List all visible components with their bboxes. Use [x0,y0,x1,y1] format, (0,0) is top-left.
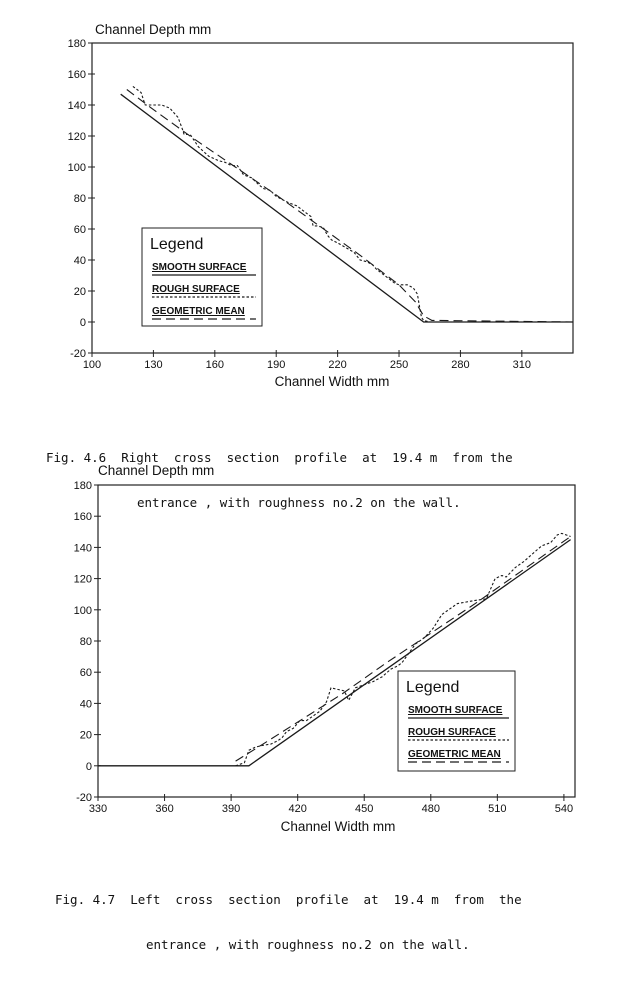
legend [398,671,515,771]
x-axis-title: Channel Width mm [274,374,390,389]
x-tick-label: 330 [88,803,108,815]
x-tick-label: 250 [389,359,409,371]
legend-entry: ROUGH SURFACE [152,284,240,295]
legend-title: Legend [150,236,204,253]
x-tick-label: 310 [512,359,532,371]
chart-fig-4-6 [0,0,641,400]
y-tick-label: 60 [73,224,86,236]
legend-entry: SMOOTH SURFACE [408,705,503,716]
y-tick-label: -20 [70,348,86,360]
x-tick-label: 360 [155,803,174,815]
y-tick-label: 0 [79,317,86,329]
caption-line-2: entrance , with roughness no.2 on the wall. [137,495,461,510]
x-tick-label: 510 [488,803,507,815]
y-tick-label: 100 [73,604,92,617]
y-axis-title: Channel Depth mm [95,22,212,37]
y-tick-label: 120 [67,131,86,143]
y-axis-title: Channel Depth mm [98,463,215,478]
x-tick-label: 450 [355,803,374,815]
x-tick-label: 160 [205,359,224,371]
x-tick-label: 130 [144,359,163,371]
caption-line-1: Fig. 4.6 Right cross section profile at 19.4 m from the [46,450,513,465]
x-axis-title: Channel Width mm [280,819,396,834]
x-tick-label: 100 [82,359,102,371]
y-tick-label: 80 [73,193,86,205]
x-tick-label: 280 [451,359,470,371]
x-tick-label: 540 [554,803,574,815]
y-tick-label: 80 [79,636,92,648]
y-tick-label: 180 [73,480,92,492]
legend-entry: GEOMETRIC MEAN [408,749,501,760]
y-tick-label: 20 [73,286,86,298]
caption-line-2: entrance , with roughness no.2 on the wall. [146,937,470,952]
y-tick-label: 180 [67,38,86,50]
y-tick-label: 20 [79,729,92,742]
chart-fig-4-7 [0,455,641,855]
y-tick-label: 100 [67,162,86,174]
y-tick-label: 60 [79,667,92,680]
legend-entry: ROUGH SURFACE [408,727,496,738]
caption-fig-4-7 [55,862,522,982]
x-tick-label: 420 [288,803,307,815]
legend-entry: GEOMETRIC MEAN [152,306,245,317]
y-tick-label: 0 [85,760,92,773]
y-tick-label: 40 [79,698,92,711]
y-tick-label: -20 [76,792,92,804]
legend-title: Legend [406,679,460,696]
y-tick-label: 120 [73,573,92,586]
y-tick-label: 140 [73,542,92,555]
y-tick-label: 140 [67,100,86,112]
x-tick-label: 190 [267,359,286,371]
y-tick-label: 160 [73,511,92,524]
x-tick-label: 390 [221,803,241,815]
legend [142,228,262,326]
legend-entry: SMOOTH SURFACE [152,262,247,273]
y-tick-label: 160 [67,69,86,81]
y-tick-label: 40 [73,255,86,267]
caption-line-1: Fig. 4.7 Left cross section profile at 19.4 m from the [55,892,522,907]
x-tick-label: 220 [328,359,347,371]
x-tick-label: 480 [421,803,440,815]
